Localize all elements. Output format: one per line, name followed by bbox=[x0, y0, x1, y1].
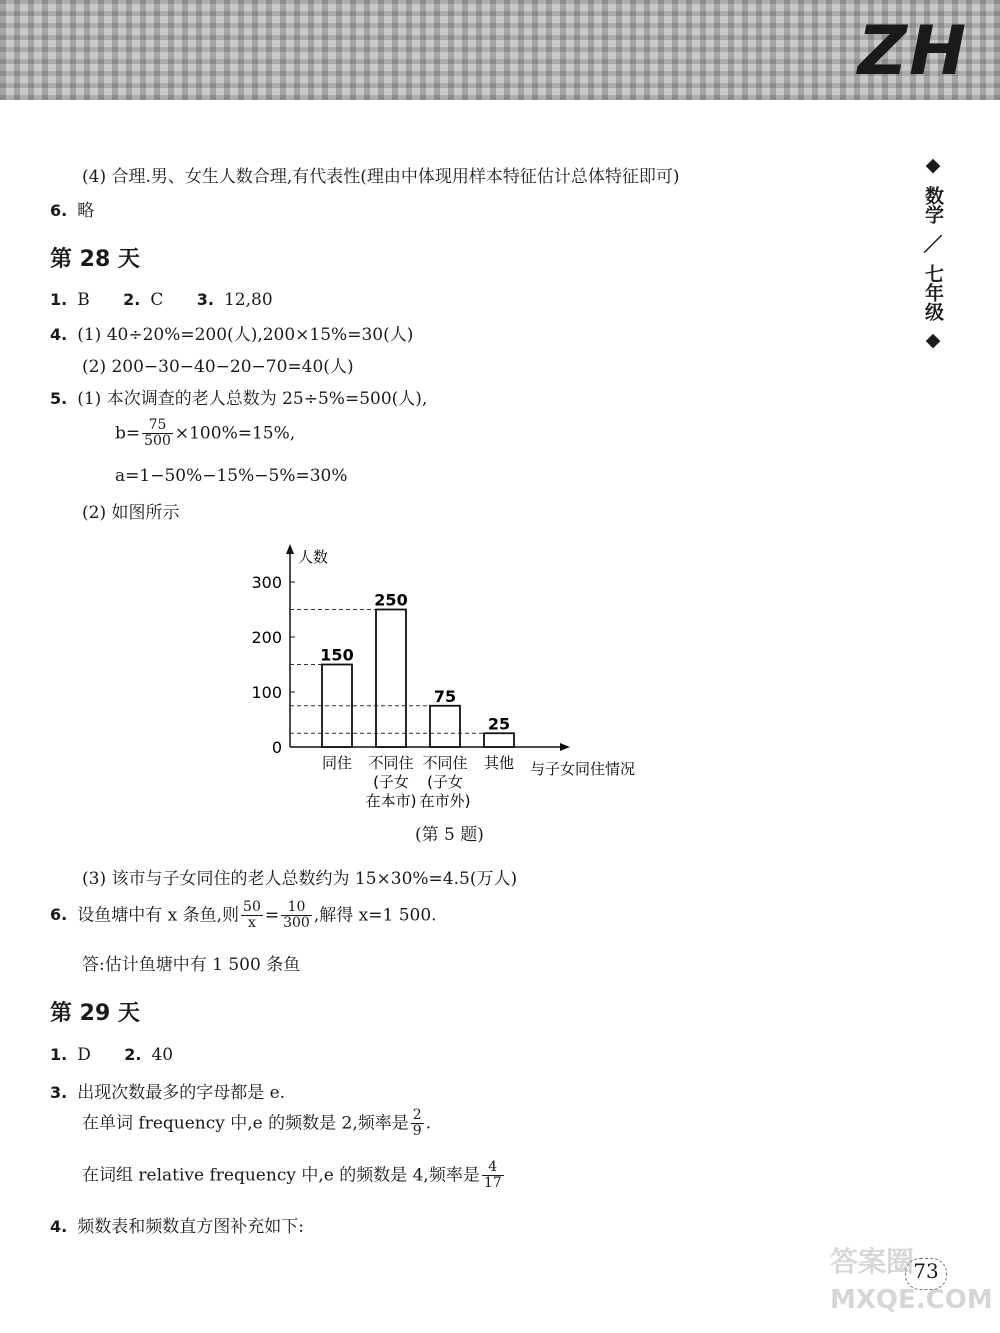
formula-text: ,解得 x=1 500. bbox=[313, 905, 437, 926]
bar-chart bbox=[250, 540, 670, 810]
section-heading-day28: 第 28 天 bbox=[50, 247, 140, 272]
answer-line: 答:估计鱼塘中有 1 500 条鱼 bbox=[82, 955, 301, 975]
answer-text: 12,80 bbox=[223, 290, 273, 310]
question-number: 3. bbox=[50, 1083, 68, 1102]
answer-line: (4) 合理.男、女生人数合理,有代表性(理由中体现用样本特征估计总体特征即可) bbox=[82, 167, 680, 187]
watermark-top: 答案圈 bbox=[830, 1245, 915, 1278]
question-number: 5. bbox=[50, 389, 68, 408]
fraction bbox=[142, 418, 173, 450]
denominator: x bbox=[247, 915, 256, 932]
formula-text: b= bbox=[115, 423, 141, 444]
side-label bbox=[918, 150, 948, 355]
formula-text: = bbox=[264, 905, 280, 926]
numerator: 4 bbox=[482, 1160, 504, 1176]
answer-text: 出现次数最多的字母都是 e. bbox=[77, 1083, 286, 1103]
x-tick-label: 同住 bbox=[321, 754, 353, 772]
answer-line bbox=[50, 1078, 285, 1103]
answer-line bbox=[115, 418, 295, 450]
chart-caption: (第 5 题) bbox=[415, 825, 484, 845]
y-tick-label: 100 bbox=[251, 683, 282, 702]
answer-text: C bbox=[150, 290, 164, 310]
data-label: 250 bbox=[374, 590, 408, 610]
answer-line: a=1−50%−15%−5%=30% bbox=[115, 466, 348, 486]
y-axis-arrow bbox=[286, 544, 294, 554]
x-tick-label: 不同住 bbox=[368, 754, 414, 772]
denominator: 300 bbox=[283, 915, 310, 932]
question-number: 2. bbox=[123, 290, 141, 309]
x-axis-arrow bbox=[560, 743, 570, 751]
bar bbox=[430, 706, 460, 747]
diamond-bottom-icon: ◆ bbox=[925, 329, 941, 351]
question-number: 4. bbox=[50, 325, 68, 344]
numerator: 2 bbox=[412, 1107, 422, 1123]
answer-line bbox=[82, 1108, 431, 1140]
answer-text: 在词组 relative frequency 中,e 的频数是 4,频率是 bbox=[82, 1165, 480, 1186]
numerator: 10 bbox=[281, 900, 312, 916]
answer-line bbox=[50, 290, 273, 310]
side-slash: ／ bbox=[923, 234, 943, 256]
answer-text: D bbox=[77, 1045, 91, 1065]
diamond-top-icon: ◆ bbox=[925, 154, 941, 176]
answer-text: 频数表和频数直方图补充如下: bbox=[77, 1217, 304, 1237]
fraction bbox=[281, 900, 312, 932]
y-axis-label: 人数 bbox=[298, 548, 329, 566]
page-number: 73 bbox=[905, 1258, 947, 1290]
answer-line bbox=[50, 900, 437, 932]
bar bbox=[376, 610, 406, 748]
section-heading-day29: 第 29 天 bbox=[50, 1001, 140, 1026]
x-tick-label: 其他 bbox=[483, 754, 515, 772]
y-tick-label: 300 bbox=[251, 573, 282, 592]
question-number: 1. bbox=[50, 290, 68, 309]
answer-line bbox=[50, 384, 427, 409]
denominator: 9 bbox=[412, 1123, 422, 1140]
question-number: 6. bbox=[50, 905, 68, 925]
question-number: 3. bbox=[196, 290, 214, 309]
answer-line: (2) 200−30−40−20−70=40(人) bbox=[82, 357, 354, 377]
x-tick-label: (子女 bbox=[427, 773, 463, 791]
y-tick-label: 0 bbox=[271, 738, 282, 757]
answer-line bbox=[50, 1212, 304, 1237]
y-tick-label: 200 bbox=[251, 628, 282, 647]
answer-line: (2) 如图所示 bbox=[82, 503, 180, 523]
answer-text: 在单词 frequency 中,e 的频数是 2,频率是 bbox=[82, 1113, 409, 1134]
fraction bbox=[411, 1108, 424, 1140]
x-tick-label: (子女 bbox=[373, 773, 409, 791]
question-number: 6. bbox=[50, 201, 68, 220]
data-label: 25 bbox=[487, 714, 511, 734]
side-grade: 七年级 bbox=[922, 264, 944, 321]
answer-text: 40 bbox=[151, 1045, 174, 1065]
x-tick-label: 在市外) bbox=[419, 792, 471, 810]
answer-text: (1) 40÷20%=200(人),200×15%=30(人) bbox=[77, 325, 414, 345]
answer-text: . bbox=[425, 1113, 432, 1134]
answer-line bbox=[50, 320, 413, 345]
answer-line bbox=[50, 1045, 173, 1065]
fraction bbox=[241, 900, 263, 932]
data-label: 150 bbox=[320, 645, 354, 665]
numerator: 75 bbox=[142, 418, 173, 434]
x-tick-label: 不同住 bbox=[422, 754, 468, 772]
question-number: 2. bbox=[124, 1045, 142, 1064]
question-number: 1. bbox=[50, 1045, 68, 1064]
fraction bbox=[482, 1160, 504, 1192]
banner-logo: ZH bbox=[857, 12, 968, 91]
answer-text: 设鱼塘中有 x 条鱼,则 bbox=[77, 905, 240, 926]
question-number: 4. bbox=[50, 1217, 68, 1236]
side-subject: 数学 bbox=[922, 186, 944, 224]
numerator: 50 bbox=[243, 899, 261, 915]
x-axis-label: 与子女同住情况 bbox=[530, 760, 636, 778]
watermark-bottom: MXQE.COM bbox=[830, 1285, 993, 1315]
formula-text: ×100%=15%, bbox=[174, 423, 296, 444]
bar bbox=[484, 733, 514, 747]
denominator: 500 bbox=[144, 433, 171, 450]
answer-line: (3) 该市与子女同住的老人总数约为 15×30%=4.5(万人) bbox=[82, 869, 518, 889]
denominator: 17 bbox=[483, 1175, 502, 1192]
answer-line bbox=[82, 1160, 506, 1192]
header-banner bbox=[0, 0, 1000, 100]
answer-line bbox=[50, 196, 94, 221]
answer-text: B bbox=[77, 290, 90, 310]
answer-text: (1) 本次调查的老人总数为 25÷5%=500(人), bbox=[77, 389, 428, 409]
x-tick-label: 在本市) bbox=[365, 792, 417, 810]
data-label: 75 bbox=[433, 686, 457, 706]
answer-text: 略 bbox=[77, 201, 95, 221]
